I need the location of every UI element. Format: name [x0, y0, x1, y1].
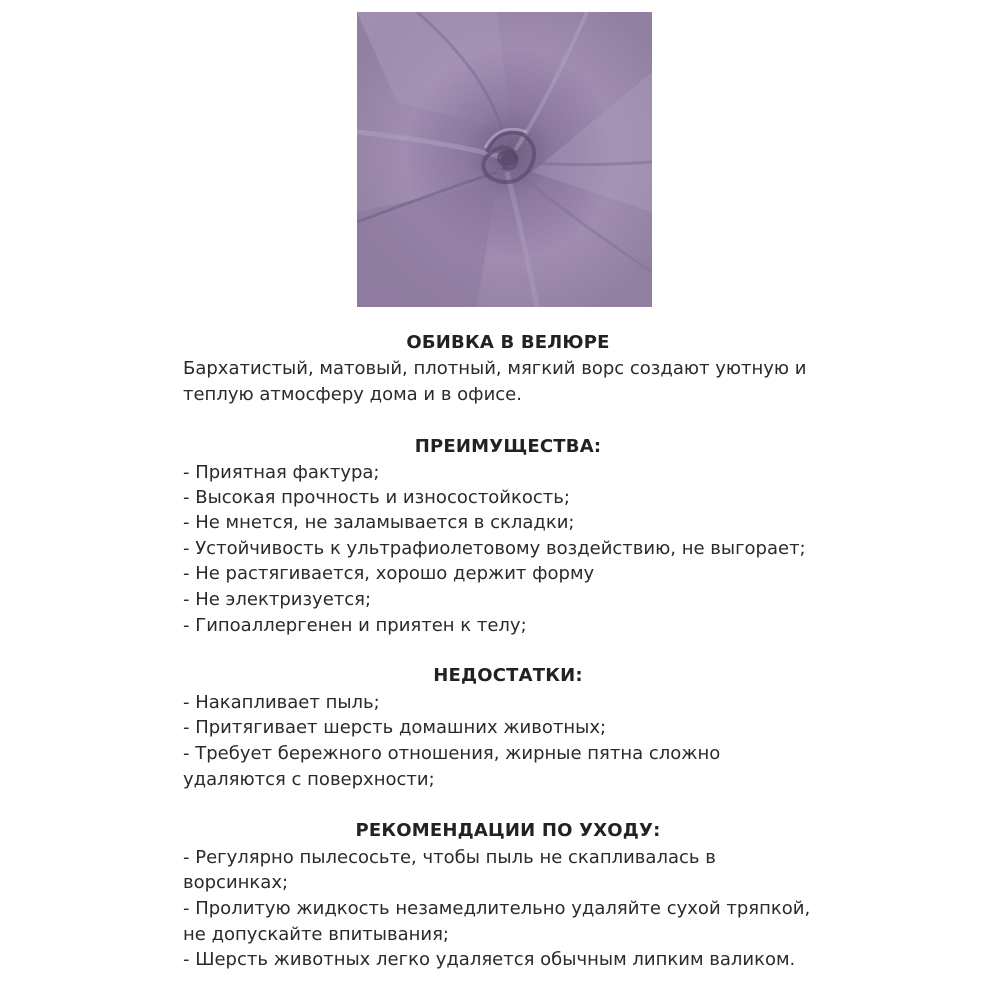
care-item: - Шерсть животных легко удаляется обычным липким валиком.	[183, 949, 796, 970]
advantage-item: - Высокая прочность и износостойкость;	[183, 487, 570, 508]
advantage-item: - Не мнется, не заламывается в складки;	[183, 512, 575, 533]
disadvantage-item: - Накапливает пыль;	[183, 692, 380, 713]
fabric-swatch-image	[357, 12, 652, 307]
care-item: - Пролитую жидкость незамедлительно удаляйте сухой тряпкой,	[183, 898, 811, 919]
disadvantages-title: НЕДОСТАТКИ:	[433, 665, 583, 686]
disadvantage-item: - Требует бережного отношения, жирные пятна сложно	[183, 743, 721, 764]
care-item: не допускайте впитывания;	[183, 924, 449, 945]
care-item: - Регулярно пылесосьте, чтобы пыль не скапливалась в	[183, 847, 716, 868]
advantage-item: - Приятная фактура;	[183, 462, 380, 483]
advantage-item: - Не электризуется;	[183, 589, 372, 610]
disadvantage-item: удаляются с поверхности;	[183, 769, 435, 790]
advantage-item: - Не растягивается, хорошо держит форму	[183, 563, 595, 584]
advantage-item: - Устойчивость к ультрафиолетовому воздействию, не выгорает;	[183, 538, 806, 559]
care-title: РЕКОМЕНДАЦИИ ПО УХОДУ:	[355, 820, 661, 841]
disadvantage-item: - Притягивает шерсть домашних животных;	[183, 717, 607, 738]
velour-swirl-picture	[357, 12, 652, 307]
advantages-title: ПРЕИМУЩЕСТВА:	[414, 436, 602, 457]
upholstery-title: ОБИВКА В ВЕЛЮРЕ	[406, 332, 610, 353]
care-item: ворсинках;	[183, 872, 289, 893]
intro-line: теплую атмосферу дома и в офисе.	[183, 384, 522, 405]
intro-line: Бархатистый, матовый, плотный, мягкий ворс создают уютную и	[183, 358, 807, 379]
advantage-item: - Гипоаллергенен и приятен к телу;	[183, 615, 527, 636]
